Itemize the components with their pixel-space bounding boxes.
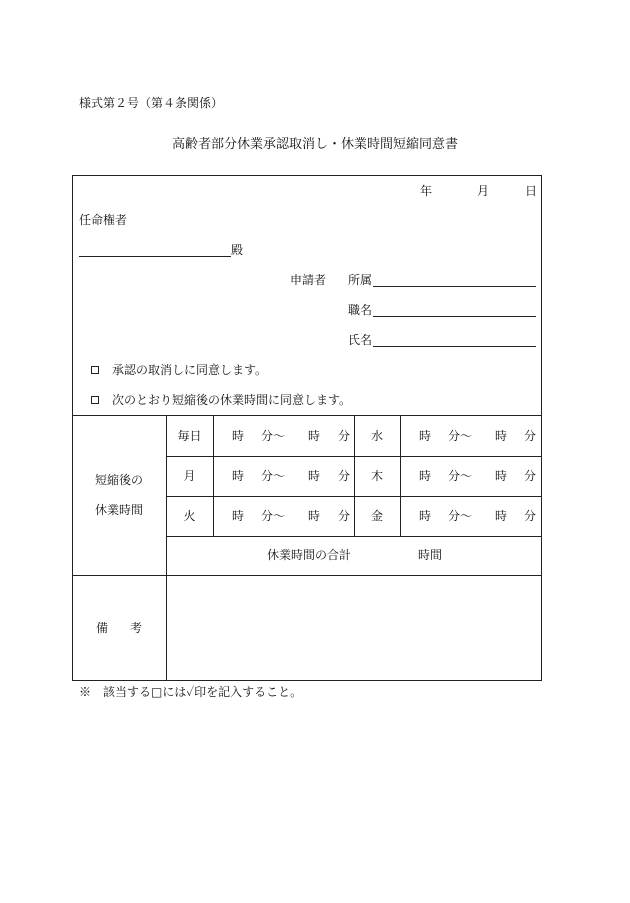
thu-start-hour: 時 xyxy=(419,469,432,483)
date-day-label: 日 xyxy=(525,184,538,198)
daily-start-min: 分～ xyxy=(261,429,286,443)
total-label: 休業時間の合計 xyxy=(267,548,352,562)
mon-end-min: 分 xyxy=(338,469,351,483)
remarks-field[interactable] xyxy=(167,576,541,680)
mon-end-hour: 時 xyxy=(308,469,321,483)
wed-start-hour: 時 xyxy=(419,429,432,443)
name-field[interactable] xyxy=(373,346,536,347)
affiliation-field[interactable] xyxy=(373,286,536,287)
mon-start-hour: 時 xyxy=(232,469,245,483)
form-number: 様式第２号（第４条関係） xyxy=(79,96,224,110)
remarks-label-char1: 備 xyxy=(96,621,109,635)
date-month-label: 月 xyxy=(477,184,490,198)
daily-start-hour: 時 xyxy=(232,429,245,443)
day-mon: 月 xyxy=(183,469,196,483)
tue-end-hour: 時 xyxy=(308,509,321,523)
tue-start-min: 分～ xyxy=(261,509,286,523)
cancel-check-label: 承認の取消しに同意します。 xyxy=(112,363,268,377)
fri-end-hour: 時 xyxy=(495,509,508,523)
thu-end-min: 分 xyxy=(524,469,537,483)
shorten-check-label: 次のとおり短縮後の休業時間に同意します。 xyxy=(112,393,352,407)
footnote: ※ 該当する□には✓印を記入すること。 xyxy=(79,685,303,699)
applicant-label: 申請者 xyxy=(290,273,327,287)
appointer-name-field[interactable] xyxy=(79,256,231,257)
position-label: 職名 xyxy=(348,303,373,317)
daily-end-min: 分 xyxy=(338,429,351,443)
day-column-line-1 xyxy=(213,415,214,536)
row-line-3 xyxy=(166,536,542,537)
day-tue: 火 xyxy=(183,509,196,523)
thu-end-hour: 時 xyxy=(495,469,508,483)
wed-start-min: 分～ xyxy=(448,429,473,443)
remarks-label-char2: 考 xyxy=(130,621,143,635)
date-year-label: 年 xyxy=(420,184,433,198)
thu-start-min: 分～ xyxy=(448,469,473,483)
schedule-label-line2: 休業時間 xyxy=(94,503,143,517)
form-title: 高齢者部分休業承認取消し・休業時間短縮同意書 xyxy=(171,137,458,152)
total-unit: 時間 xyxy=(418,548,443,562)
table-top-line xyxy=(72,415,542,416)
day-wed: 水 xyxy=(370,429,383,443)
cancel-checkbox[interactable] xyxy=(91,366,99,374)
fri-start-hour: 時 xyxy=(419,509,432,523)
position-field[interactable] xyxy=(373,316,536,317)
day-thu: 木 xyxy=(370,469,383,483)
appointer-label: 任命権者 xyxy=(79,213,128,227)
daily-end-hour: 時 xyxy=(308,429,321,443)
mon-start-min: 分～ xyxy=(261,469,286,483)
wed-end-hour: 時 xyxy=(495,429,508,443)
tue-start-hour: 時 xyxy=(232,509,245,523)
name-label: 氏名 xyxy=(348,333,373,347)
day-daily: 毎日 xyxy=(177,429,202,443)
day-fri: 金 xyxy=(370,509,383,523)
tue-end-min: 分 xyxy=(338,509,351,523)
wed-end-min: 分 xyxy=(524,429,537,443)
fri-end-min: 分 xyxy=(524,509,537,523)
fri-start-min: 分～ xyxy=(448,509,473,523)
appointer-suffix: 殿 xyxy=(231,243,244,257)
schedule-label-line1: 短縮後の xyxy=(94,473,143,487)
affiliation-label: 所属 xyxy=(348,273,373,287)
day-column-line-3 xyxy=(400,415,401,536)
shorten-checkbox[interactable] xyxy=(91,396,99,404)
